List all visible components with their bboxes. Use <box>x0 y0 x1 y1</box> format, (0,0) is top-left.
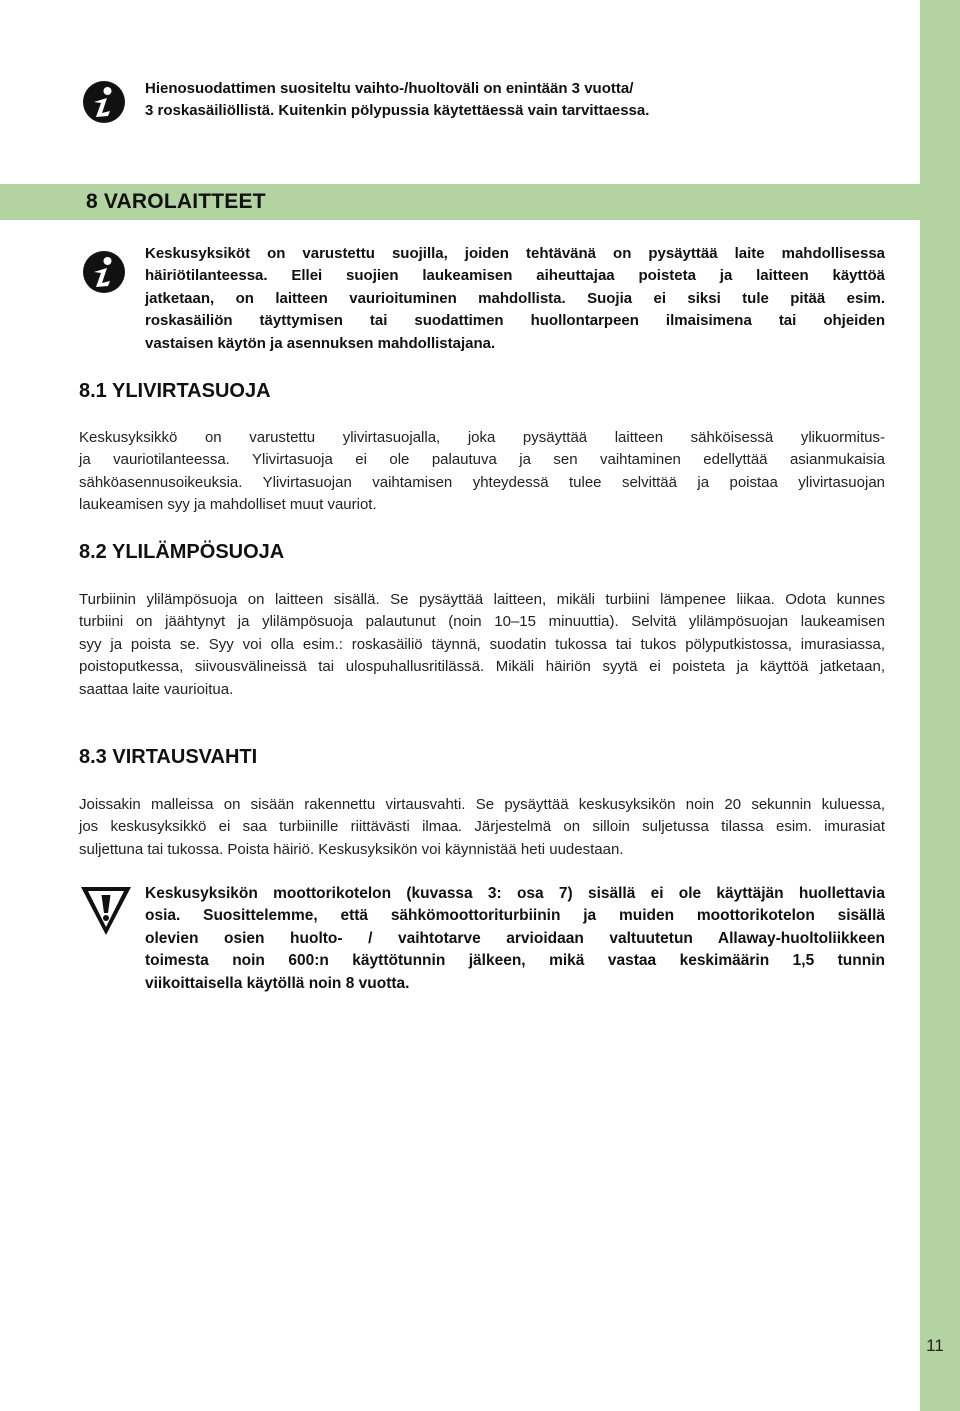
text-line: häiriötilanteessa. Ellei suojien laukeamisen aiheuttajaa poisteta ja laitteen käyttöä <box>145 267 885 285</box>
text-line: Keskusyksiköt on varustettu suojilla, joiden tehtävänä on pysäyttää laite mahdollisessa <box>145 245 885 262</box>
text-line: toimesta noin 600:n käyttötunnin jälkeen, mikä vastaa keskimäärin 1,5 tunnin <box>145 952 885 970</box>
text-line: osia. Suosittelemme, että sähkömoottoriturbiinin ja muiden moottorikotelon sisällä <box>145 907 885 925</box>
heading-8-1: 8.1 YLIVIRTASUOJA <box>79 380 271 402</box>
text-line: poistoputkessa, siivousvälineissä tai ulospuhallusritilässä. Mikäli häiriön syytä ei poisteta ja käyttöä jatketaan, <box>79 658 885 676</box>
section-title: 8 VAROLAITTEET <box>86 190 266 213</box>
text-line: Joissakin malleissa on sisään rakennettu virtausvahti. Se pysäyttää keskusyksikön noin 20 sekunnin kuluessa, <box>79 796 885 813</box>
info-icon <box>80 78 128 126</box>
text-line: turbiini on jäähtynyt ja ylilämpösuoja palautunut (noin 10–15 minuuttia). Selvitä ylilämpösuojan laukeamisen <box>79 613 885 631</box>
section-8-1-text <box>79 427 885 517</box>
section-8-3-text <box>79 794 885 861</box>
text-line: vastaisen käytön ja asennuksen mahdollistajana. <box>145 334 496 352</box>
text-line: suljettuna tai tukossa. Poista häiriö. Keskusyksikön voi käynnistää heti uudestaan. <box>79 840 624 858</box>
text-line: jatketaan, on laitteen vaurioituminen mahdollista. Suojia ei siksi tule pitää esim. <box>145 289 885 307</box>
text-line: Keskusyksikkö on varustettu ylivirtasuojalla, joka pysäyttää laitteen sähköisessä ylikuormitus- <box>79 429 885 446</box>
warning-text <box>145 883 885 995</box>
side-color-strip <box>920 0 960 1411</box>
section-8-text <box>145 243 885 355</box>
section-8-2-text <box>79 589 885 701</box>
note-line: Hienosuodattimen suositeltu vaihto-/huoltoväli on enintään 3 vuotta/ <box>145 80 634 97</box>
text-line: saattaa laite vaurioitua. <box>79 680 234 698</box>
text-line: roskasäiliön täyttymisen tai suodattimen huollontarpeen ilmaisimena tai ohjeiden <box>145 312 885 330</box>
note-hienosuodatin <box>145 78 785 123</box>
heading-8-2: 8.2 YLILÄMPÖSUOJA <box>79 541 285 563</box>
text-line: Turbiinin ylilämpösuoja on laitteen sisällä. Se pysäyttää laitteen, mikäli turbiini lämpenee liikaa. Odota kunnes <box>79 591 885 608</box>
warning-icon <box>79 885 133 937</box>
page-number: 11 <box>926 1336 944 1355</box>
text-line: laukeamisen syy ja mahdolliset muut vauriot. <box>79 496 377 514</box>
text-line: jos keskusyksikkö ei saa turbiinille riittävästi ilmaa. Järjestelmä on silloin suljetussa tilassa esim. imurasiat <box>79 818 885 836</box>
section-band <box>0 184 920 220</box>
info-icon <box>80 248 128 296</box>
text-line: Keskusyksikön moottorikotelon (kuvassa 3: osa 7) sisällä ei ole käyttäjän huollettavia <box>145 885 885 902</box>
text-line: syy ja poista se. Syy voi olla esim.: roskasäiliö täynnä, suodatin tukossa tai tukos pölyputkistossa, imurasiassa, <box>79 635 885 653</box>
text-line: olevien osien huolto- / vaihtotarve arvioidaan valtuutetun Allaway-huoltoliikkeen <box>145 929 885 947</box>
heading-8-3: 8.3 VIRTAUSVAHTI <box>79 746 258 768</box>
note-line: 3 roskasäiliöllistä. Kuitenkin pölypussia käytettäessä vain tarvittaessa. <box>145 102 650 120</box>
text-line: sähköasennusoikeuksia. Ylivirtasuojan vaihtamisen yhteydessä tulee selvittää ja poistaa ylivirtasuojan <box>79 473 885 491</box>
text-line: ja vauriotilanteessa. Ylivirtasuoja ei ole palautuva ja sen vaihtaminen edellyttää asianmukaisia <box>79 451 885 469</box>
text-line: viikoittaisella käytöllä noin 8 vuotta. <box>145 974 410 992</box>
